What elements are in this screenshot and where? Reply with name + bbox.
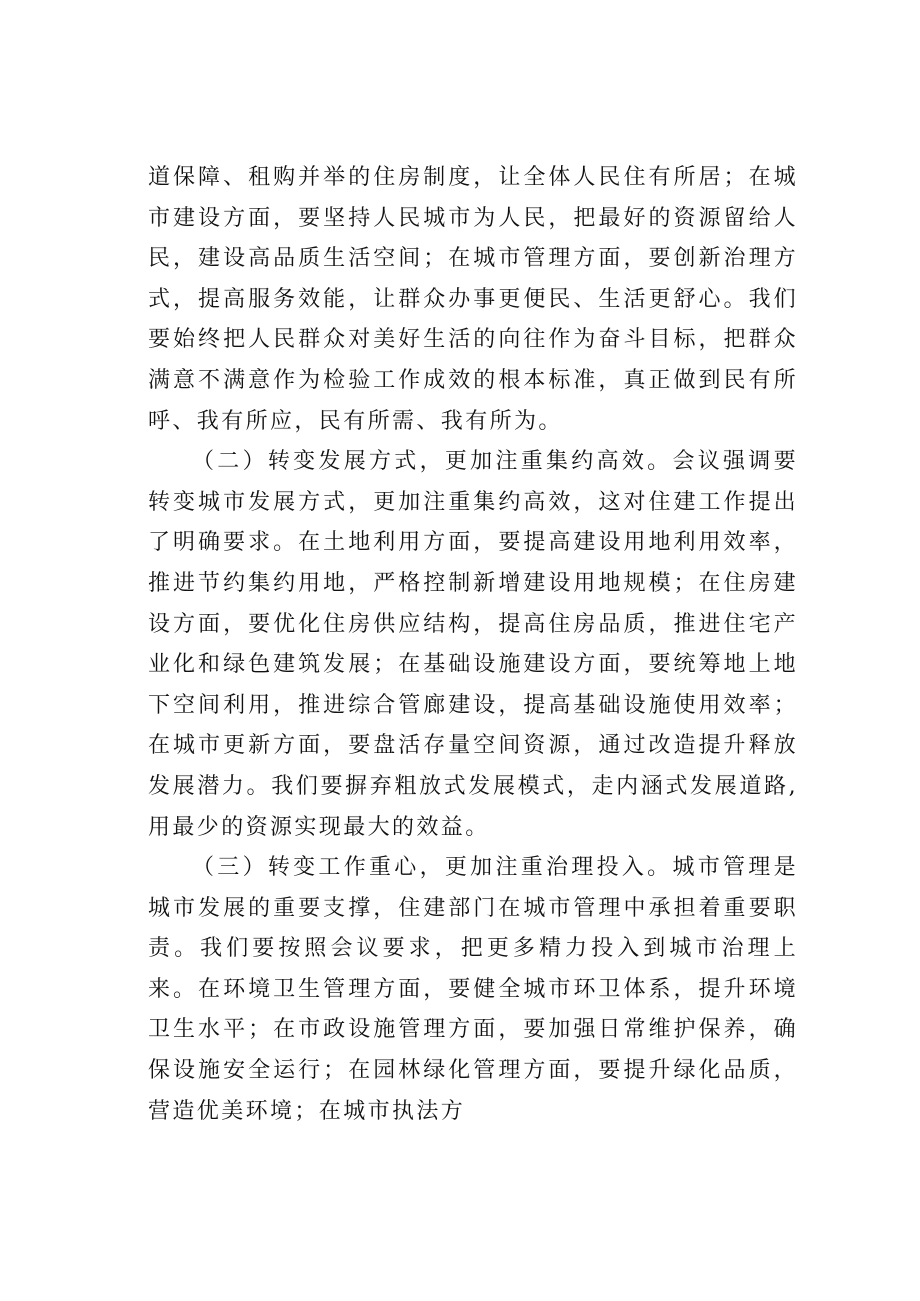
paragraph-work-focus: （三）转变工作重心，更加注重治理投入。城市管理是城市发展的重要支撑，住建部门在城市管理中承担着重要职责。我们要按照会议要求，把更多精力投入到城市治理上来。在环境卫生管理方面，要健全城市环卫体系，提升环境卫生水平；在市政设施管理方面，要加强日常维护保养，确保设施安全运行；在园林绿化管理方面，要提升绿化品质，营造优美环境；在城市执法方 [148, 855, 798, 1124]
document-body [148, 158, 798, 1132]
paragraph-housing-system: 道保障、租购并举的住房制度，让全体人民住有所居；在城市建设方面，要坚持人民城市为人民，把最好的资源留给人民，建设高品质生活空间；在城市管理方面，要创新治理方式，提高服务效能，让群众办事更便民、生活更舒心。我们要始终把人民群众对美好生活的向往作为奋斗目标，把群众满意不满意作为检验工作成效的根本标准，真正做到民有所呼、我有所应，民有所需、我有所为。 [148, 165, 798, 434]
paragraph-development-mode: （二）转变发展方式，更加注重集约高效。会议强调要转变城市发展方式，更加注重集约高效，这对住建工作提出了明确要求。在土地利用方面，要提高建设用地利用效率，推进节约集约用地，严格控制新增建设用地规模；在住房建设方面，要优化住房供应结构，提高住房品质，推进住宅产业化和绿色建筑发展；在基础设施建设方面，要统筹地上地下空间利用，推进综合管廊建设，提高基础设施使用效率；在城市更新方面，要盘活存量空间资源，通过改造提升释放发展潜力。我们要摒弃粗放式发展模式，走内涵式发展道路,用最少的资源实现最大的效益。 [148, 449, 798, 840]
